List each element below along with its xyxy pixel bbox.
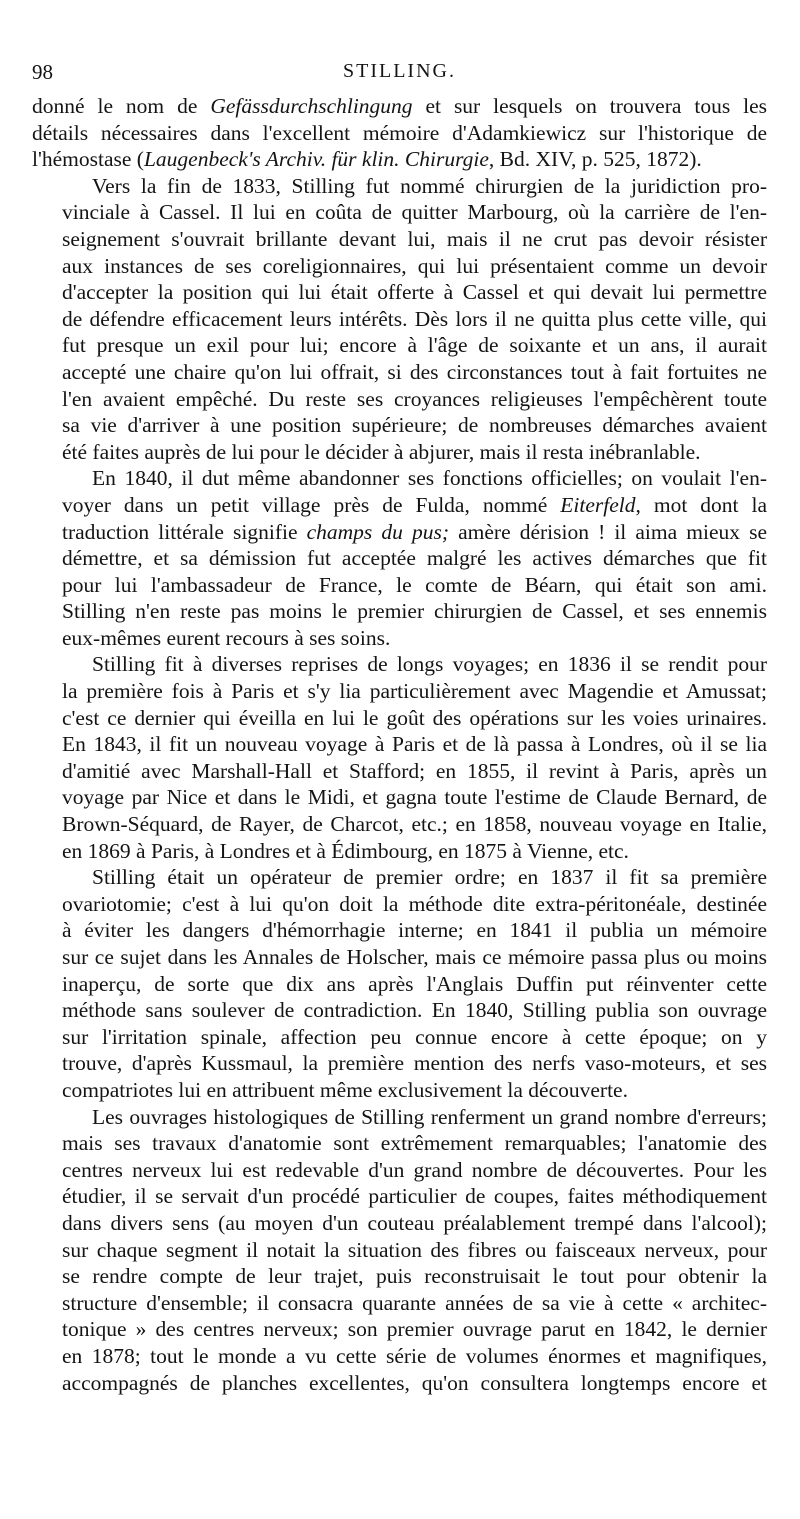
paragraph xyxy=(32,173,767,466)
text-line: donné le nom de Gefässdurchschlingung et sur lesquels on trouvera tous les xyxy=(32,94,767,118)
text-line: Les ouvrages histologiques de Stilling renferment un grand nombre d'erreurs; xyxy=(92,1104,767,1129)
text-line: se rendre compte de leur trajet, puis reconstruisait le tout pour obtenir la xyxy=(62,1264,767,1289)
text-line: En 1843, il fit un nouveau voyage à Paris et de là passa à Londres, où il se lia xyxy=(62,732,767,757)
text-line: ovariotomie; c'est à lui qu'on doit la méthode dite extra-péritonéale, destinée xyxy=(62,891,767,916)
text-line: en 1878; tout le monde a vu cette série de volumes énormes et magnifiques, xyxy=(62,1343,767,1368)
text-line: l'hémostase (Laugenbeck's Archiv. für klin. Chirurgie, Bd. XIV, p. 525, 1872). xyxy=(32,147,702,172)
text-line: compatriotes lui en attribuent même exclusivement la découverte. xyxy=(62,1077,628,1102)
text-line: fut presque un exil pour lui; encore à l'âge de soixante et un ans, il aurait xyxy=(62,333,767,358)
text-line: Stilling était un opérateur de premier ordre; en 1837 il fit sa première xyxy=(92,865,767,890)
paragraph xyxy=(32,651,767,864)
text-line: seignement s'ouvrait brillante devant lui, mais il ne crut pas devoir résister xyxy=(62,226,767,251)
text-line: détails nécessaires dans l'excellent mémoire d'Adamkiewicz sur l'historique de xyxy=(32,120,767,145)
text-line: pour lui l'ambassadeur de France, le comte de Béarn, qui était son ami. xyxy=(62,572,767,597)
paragraph xyxy=(32,1104,767,1397)
text-line: l'en avaient empêché. Du reste ses croyances religieuses l'empêchèrent toute xyxy=(62,386,767,411)
text-line: voyage par Nice et dans le Midi, et gagna toute l'estime de Claude Bernard, de xyxy=(62,785,767,810)
text-line: été faites auprès de lui pour le décider à abjurer, mais il resta inébranlable. xyxy=(62,439,701,464)
text-line: la première fois à Paris et s'y lia particulièrement avec Magendie et Amussat; xyxy=(62,679,767,704)
text-line: d'amitié avec Marshall-Hall et Stafford; en 1855, il revint à Paris, après un xyxy=(62,758,767,783)
text-line: d'accepter la position qui lui était offerte à Cassel et qui devait lui permettre xyxy=(62,280,767,305)
text-line: étudier, il se servait d'un procédé particulier de coupes, faites méthodiquement xyxy=(62,1184,767,1209)
text-line: eux-mêmes eurent recours à ses soins. xyxy=(62,625,391,650)
text-line: sur ce sujet dans les Annales de Holscher, mais ce mémoire passa plus ou moins xyxy=(62,945,767,969)
body-text xyxy=(32,93,767,1396)
text-line: accompagnés de planches excellentes, qu'on consultera longtemps encore et xyxy=(62,1370,767,1395)
text-line: dans divers sens (au moyen d'un couteau préalablement trempé dans l'alcool); xyxy=(62,1210,767,1235)
text-line: centres nerveux lui est redevable d'un grand nombre de découvertes. Pour les xyxy=(62,1157,767,1182)
text-line: de défendre efficacement leurs intérêts. Dès lors il ne quitta plus cette ville, qui xyxy=(62,306,767,331)
text-line: traduction littérale signifie champs du pus; amère dérision ! il aima mieux se xyxy=(62,519,767,544)
text-line: Brown-Séquard, de Rayer, de Charcot, etc.; en 1858, nouveau voyage en Italie, xyxy=(62,812,767,837)
text-line: En 1840, il dut même abandonner ses fonctions officielles; on voulait l'en- xyxy=(92,466,767,491)
text-line: sa vie d'arriver à une position supérieure; de nombreuses démarches avaient xyxy=(62,413,767,438)
text-line: accepté une chaire qu'on lui offrait, si des circonstances tout à fait fortuites ne xyxy=(62,359,767,384)
page-header xyxy=(32,60,767,90)
paragraph xyxy=(32,465,767,651)
text-line: mais ses travaux d'anatomie sont extrêmement remarquables; l'anatomie des xyxy=(62,1131,767,1156)
text-line: méthode sans soulever de contradiction. En 1840, Stilling publia son ouvrage xyxy=(62,998,767,1023)
running-head: STILLING. xyxy=(343,60,456,82)
text-line: c'est ce dernier qui éveilla en lui le goût des opérations sur les voies urinaires. xyxy=(62,705,767,730)
paragraph xyxy=(32,864,767,1103)
paragraph xyxy=(32,93,767,173)
text-line: aux instances de ses coreligionnaires, qui lui présentaient comme un devoir xyxy=(62,253,767,278)
text-line: sur chaque segment il notait la situation des fibres ou faisceaux nerveux, pour xyxy=(62,1237,767,1262)
text-line: inaperçu, de sorte que dix ans après l'Anglais Duffin put réinventer cette xyxy=(62,971,767,996)
text-line: démettre, et sa démission fut acceptée malgré les actives démarches que fit xyxy=(62,546,767,571)
text-line: Stilling n'en reste pas moins le premier chirurgien de Cassel, et ses ennemis xyxy=(62,599,767,624)
text-line: tonique » des centres nerveux; son premier ouvrage parut en 1842, le dernier xyxy=(62,1317,767,1342)
text-line: structure d'ensemble; il consacra quarante années de sa vie à cette « architec- xyxy=(62,1290,767,1315)
text-line: vinciale à Cassel. Il lui en coûta de quitter Marbourg, où la carrière de l'en- xyxy=(62,200,767,225)
text-line: trouve, d'après Kussmaul, la première mention des nerfs vaso-moteurs, et ses xyxy=(62,1051,767,1076)
text-line: Vers la fin de 1833, Stilling fut nommé chirurgien de la juridiction pro- xyxy=(92,173,767,198)
text-line: à éviter les dangers d'hémorrhagie interne; en 1841 il publia un mémoire xyxy=(62,918,767,943)
text-line: en 1869 à Paris, à Londres et à Édimbourg, en 1875 à Vienne, etc. xyxy=(62,838,629,863)
text-line: voyer dans un petit village près de Fulda, nommé Eiterfeld, mot dont la xyxy=(62,492,767,517)
text-line: Stilling fit à diverses reprises de longs voyages; en 1836 il se rendit pour xyxy=(92,652,767,677)
page-number: 98 xyxy=(32,60,53,84)
text-line: sur l'irritation spinale, affection peu connue encore à cette époque; on y xyxy=(62,1024,767,1049)
